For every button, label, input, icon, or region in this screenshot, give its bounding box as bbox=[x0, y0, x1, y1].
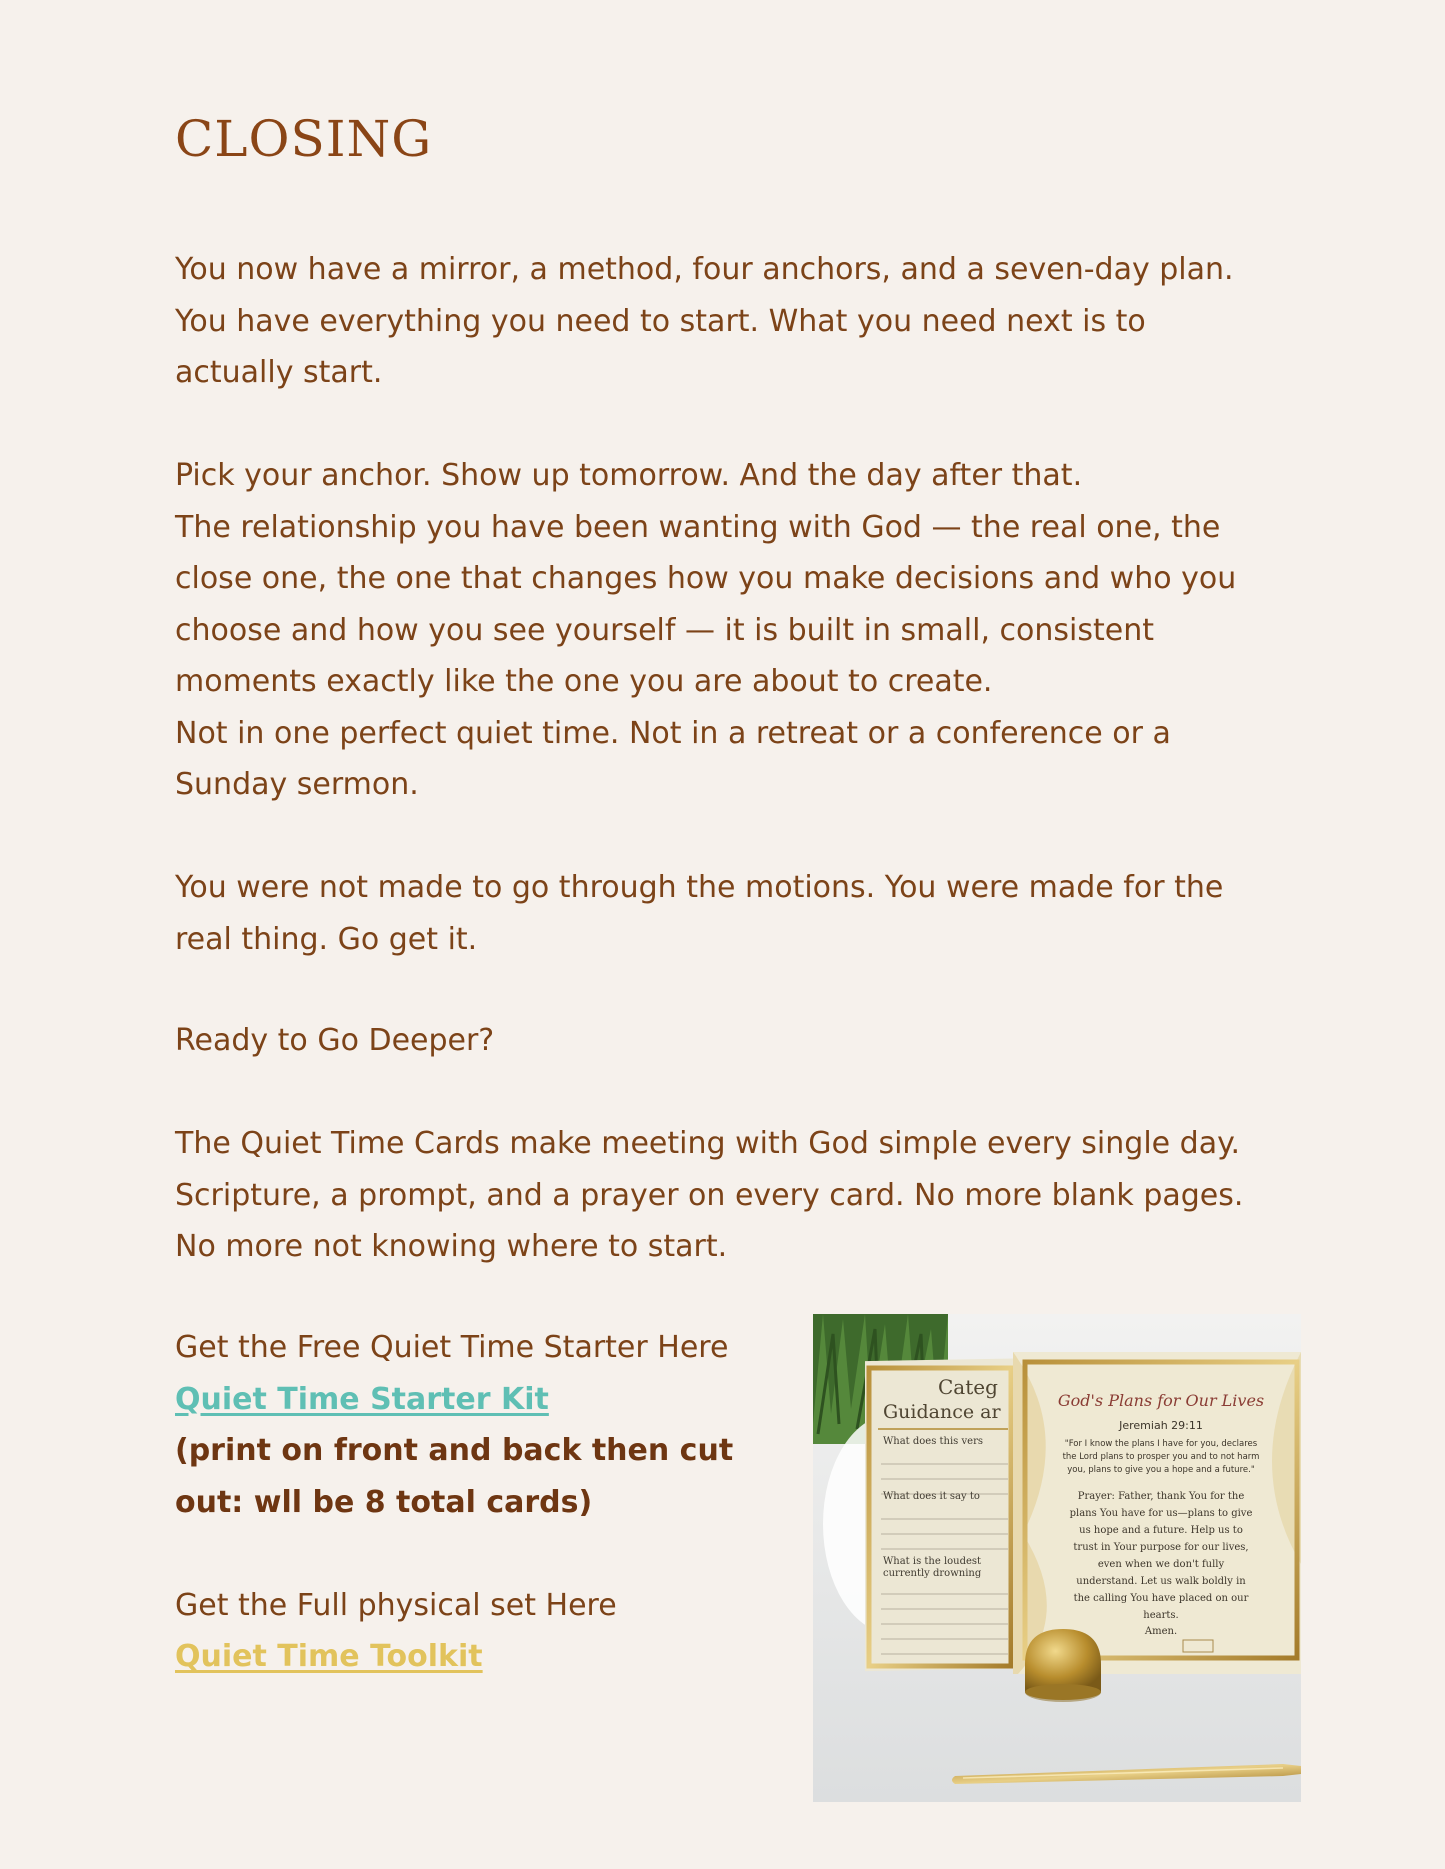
left-card-q3b: currently drowning bbox=[883, 1568, 982, 1579]
left-card-category: Categ bbox=[938, 1375, 998, 1399]
free-offer-intro: Get the Free Quiet Time Starter Here bbox=[175, 1330, 729, 1365]
right-card-prayer-2: plans You have for us—plans to give bbox=[1069, 1508, 1253, 1519]
paragraph-text: You were not made to go through the motions. You were made for the real thing. Go get it. bbox=[175, 870, 1224, 957]
print-note: (print on front and back then cut out: wll be 8 total cards) bbox=[175, 1433, 734, 1520]
starter-kit-link[interactable]: Quiet Time Starter Kit bbox=[175, 1381, 549, 1417]
page-title: CLOSING bbox=[175, 110, 433, 168]
right-card-verse-2: the Lord plans to prosper you and to not harm bbox=[1062, 1452, 1260, 1462]
right-card-prayer-7: the calling You have placed on our bbox=[1073, 1593, 1249, 1604]
card-stand bbox=[1025, 1629, 1101, 1702]
closing-paragraph-3 bbox=[175, 862, 1255, 965]
paragraph-text: The relationship you have been wanting with God — the real one, the close one, the one that changes how you make decisions and who you choose and how you see yourself — it is built in small, consistent moments exactly like the one you are about to create. bbox=[175, 509, 1237, 699]
right-card-reference: Jeremiah 29:11 bbox=[1119, 1419, 1203, 1432]
paragraph-text: Pick your anchor. Show up tomorrow. And the day after that. bbox=[175, 458, 1083, 493]
right-card-prayer-4: trust in Your purpose for our lives, bbox=[1073, 1542, 1249, 1553]
right-card-verse-1: "For I know the plans I have for you, declares bbox=[1064, 1439, 1258, 1449]
right-card-title: God's Plans for Our Lives bbox=[1057, 1391, 1265, 1410]
paragraph-text: The Quiet Time Cards make meeting with God simple every single day. Scripture, a prompt, and a prayer on every card. No more blank pages. No more not knowing where to start. bbox=[175, 1126, 1244, 1264]
toolkit-link[interactable]: Quiet Time Toolkit bbox=[175, 1639, 483, 1674]
paragraph-text: Not in one perfect quiet time. Not in a retreat or a conference or a Sunday sermon. bbox=[175, 715, 1171, 802]
paragraph-text: Ready to Go Deeper? bbox=[175, 1023, 495, 1058]
closing-paragraph-1 bbox=[175, 244, 1255, 399]
right-card-amen: Amen. bbox=[1144, 1626, 1178, 1637]
left-card-q2: What does it say to bbox=[883, 1491, 980, 1502]
paragraph-text: You now have a mirror, a method, four anchors, and a seven-day plan. You have everything you need to start. What you need next is to actually start. bbox=[175, 252, 1234, 390]
right-card-prayer-3: us hope and a future. Help us to bbox=[1079, 1525, 1243, 1536]
right-card-prayer-5: even when we don't fully bbox=[1097, 1559, 1225, 1570]
left-card bbox=[865, 1358, 1015, 1671]
offers-column bbox=[175, 1322, 775, 1683]
left-card-q1: What does this vers bbox=[883, 1436, 983, 1447]
right-card bbox=[1013, 1352, 1301, 1674]
cards-description bbox=[175, 1118, 1255, 1273]
right-card-verse-3: you, plans to give you a hope and a future." bbox=[1067, 1465, 1255, 1475]
full-offer-intro: Get the Full physical set Here bbox=[175, 1587, 617, 1623]
left-card-heading: Guidance ar bbox=[883, 1401, 1001, 1423]
ready-heading bbox=[175, 1015, 1255, 1067]
product-photo bbox=[813, 1314, 1301, 1802]
left-card-q3: What is the loudest bbox=[883, 1556, 982, 1567]
right-card-prayer-8: hearts. bbox=[1143, 1610, 1179, 1621]
closing-paragraph-2 bbox=[175, 450, 1255, 811]
right-card-prayer-6: understand. Let us walk boldly in bbox=[1076, 1576, 1246, 1587]
right-card-prayer-1: Prayer: Father, thank You for the bbox=[1077, 1491, 1245, 1502]
